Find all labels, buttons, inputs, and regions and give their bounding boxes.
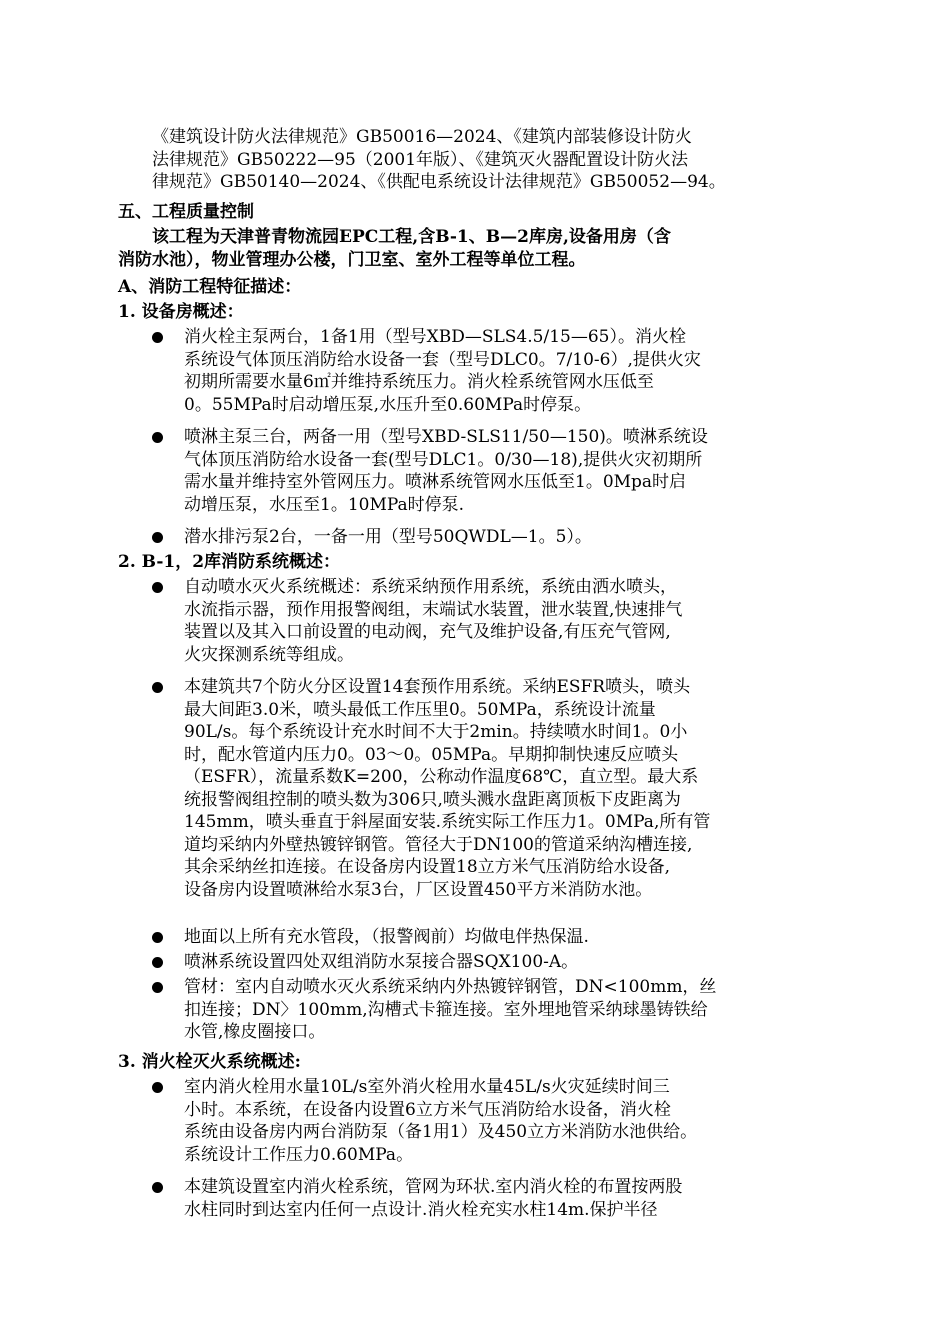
bullet-icon <box>152 957 163 968</box>
text-line: 需水量并维持室外管网压力。喷淋系统管网水压低至1。0Mpa时启 <box>184 472 687 492</box>
text-line: （ESFR），流量系数K=200，公称动作温度68℃，直立型。最大系 <box>184 767 699 787</box>
text-line: 气体顶压消防给水设备一套(型号DLC1。0/30—18),提供火灾初期所 <box>184 449 703 470</box>
text-line: 自动喷水灭火系统概述：系统采纳预作用系统，系统由洒水喷头， <box>184 577 677 597</box>
text-line: 0。55MPa时启动增压泵,水压升至0.60MPa时停泵。 <box>184 394 592 415</box>
bullet-paragraph <box>184 976 716 1044</box>
bullet-paragraph <box>184 326 701 416</box>
text-line: 90L/s。每个系统设计充水时间不大于2min。持续喷水时间1。0小 <box>184 722 688 742</box>
text-line: 喷淋主泵三台，两备一用（型号XBD-SLS11/50—150)。喷淋系统设 <box>184 427 708 447</box>
project-paragraph <box>118 226 671 271</box>
text-line: 统报警阀组控制的喷头数为306只,喷头溅水盘距离顶板下皮距离为 <box>184 789 681 810</box>
text-line: 地面以上所有充水管段，（报警阀前）均做电伴热保温. <box>184 927 589 947</box>
text-line: 管材：室内自动喷水灭火系统采纳内外热镀锌钢管，DN<100mm，丝 <box>184 977 717 997</box>
text-line: 消火栓主泵两台，1备1用（型号XBD—SLS4.5/15—65）。消火栓 <box>184 327 686 347</box>
item-heading: 2. B-1，2库消防系统概述： <box>118 552 341 572</box>
text-line: 室内消火栓用水量10L/s室外消火栓用水量45L/s火灾延续时间三 <box>184 1077 670 1097</box>
text-line: 装置以及其入口前设置的电动阀，充气及维护设备,有压充气管网, <box>184 622 671 642</box>
bullet-paragraph <box>184 676 710 901</box>
bullet-icon <box>152 532 163 543</box>
section-heading: 五、工程质量控制 <box>118 202 254 222</box>
text-line: 扣连接；DN〉100mm,沟槽式卡箍连接。室外埋地管采纳球墨铸铁给 <box>184 999 708 1020</box>
intro-paragraph <box>152 126 726 194</box>
text-line: 水流指示器，预作用报警阀组，末端试水装置，泄水装置,快速排气 <box>184 599 683 620</box>
text-line: 动增压泵，水压至1。10MPa时停泵. <box>184 494 465 515</box>
text-line: 其余采纳丝扣连接。在设备房内设置18立方米气压消防给水设备, <box>184 857 671 877</box>
text-line: 系统设计工作压力0.60MPa。 <box>184 1144 414 1165</box>
text-line: 系统由设备房内两台消防泵（备1用1）及450立方米消防水池供给。 <box>184 1122 698 1142</box>
bullet-icon <box>152 332 163 343</box>
bullet-icon <box>152 432 163 443</box>
text-line: 消防水池），物业管理办公楼，门卫室、室外工程等单位工程。 <box>118 249 586 270</box>
bullet-paragraph <box>184 926 589 949</box>
text-line: 时，配水管道内压力0。03～0。05MPa。早期抑制快速反应喷头 <box>184 744 679 765</box>
text-line: 《建筑设计防火法律规范》GB50016—2024、《建筑内部装修设计防火 <box>152 127 692 147</box>
text-line: 设备房内设置喷淋给水泵3台，厂区设置450平方米消防水池。 <box>184 879 653 900</box>
text-line: 初期所需要水量6㎡并维持系统压力。消火栓系统管网水压低至 <box>184 372 654 392</box>
bullet-icon <box>152 1082 163 1093</box>
text-line: 道均采纳内外壁热镀锌钢管。管径大于DN100的管道采纳沟槽连接, <box>184 834 693 855</box>
text-line: 145mm，喷头垂直于斜屋面安装.系统实际工作压力1。0MPa,所有管 <box>184 812 711 832</box>
bullet-paragraph <box>184 951 578 974</box>
subsection-heading: A、消防工程特征描述： <box>118 277 302 297</box>
text-line: 本建筑设置室内消火栓系统，管网为环状.室内消火栓的布置按两股 <box>184 1177 683 1197</box>
bullet-paragraph <box>184 426 708 516</box>
text-line: 潜水排污泵2台，一备一用（型号50QWDL—1。5）。 <box>184 527 592 547</box>
bullet-icon <box>152 1182 163 1193</box>
text-line: 水管,橡皮圈接口。 <box>184 1022 326 1042</box>
text-line: 法律规范》GB50222—95（2001年版）、《建筑灭火器配置设计防火法 <box>152 149 689 170</box>
bullet-paragraph <box>184 526 592 549</box>
text-line: 喷淋系统设置四处双组消防水泵接合器SQX100-A。 <box>184 952 579 972</box>
text-line: 律规范》GB50140—2024、《供配电系统设计法律规范》GB50052—94。 <box>152 172 726 192</box>
text-line: 小时。本系统，在设备内设置6立方米气压消防给水设备，消火栓 <box>184 1099 671 1120</box>
item-heading: 1. 设备房概述： <box>118 302 244 322</box>
item-heading: 3. 消火栓灭火系统概述: <box>118 1052 301 1072</box>
text-line: 该工程为天津普青物流园EPC工程,含B-1、B—2库房,设备用房（含 <box>152 227 671 247</box>
bullet-icon <box>152 932 163 943</box>
bullet-icon <box>152 582 163 593</box>
text-line: 本建筑共7个防火分区设置14套预作用系统。采纳ESFR喷头，喷头 <box>184 677 691 697</box>
text-line: 火灾探测系统等组成。 <box>184 644 354 665</box>
bullet-paragraph <box>184 1176 682 1221</box>
bullet-paragraph <box>184 576 682 666</box>
bullet-icon <box>152 982 163 993</box>
text-line: 水柱同时到达室内任何一点设计.消火栓充实水柱14m.保护半径 <box>184 1199 658 1220</box>
bullet-icon <box>152 682 163 693</box>
text-line: 最大间距3.0米，喷头最低工作压里0。50MPa，系统设计流量 <box>184 699 656 720</box>
text-line: 系统设气体顶压消防给水设备一套（型号DLC0。7/10-6）,提供火灾 <box>184 349 701 370</box>
bullet-paragraph <box>184 1076 697 1166</box>
